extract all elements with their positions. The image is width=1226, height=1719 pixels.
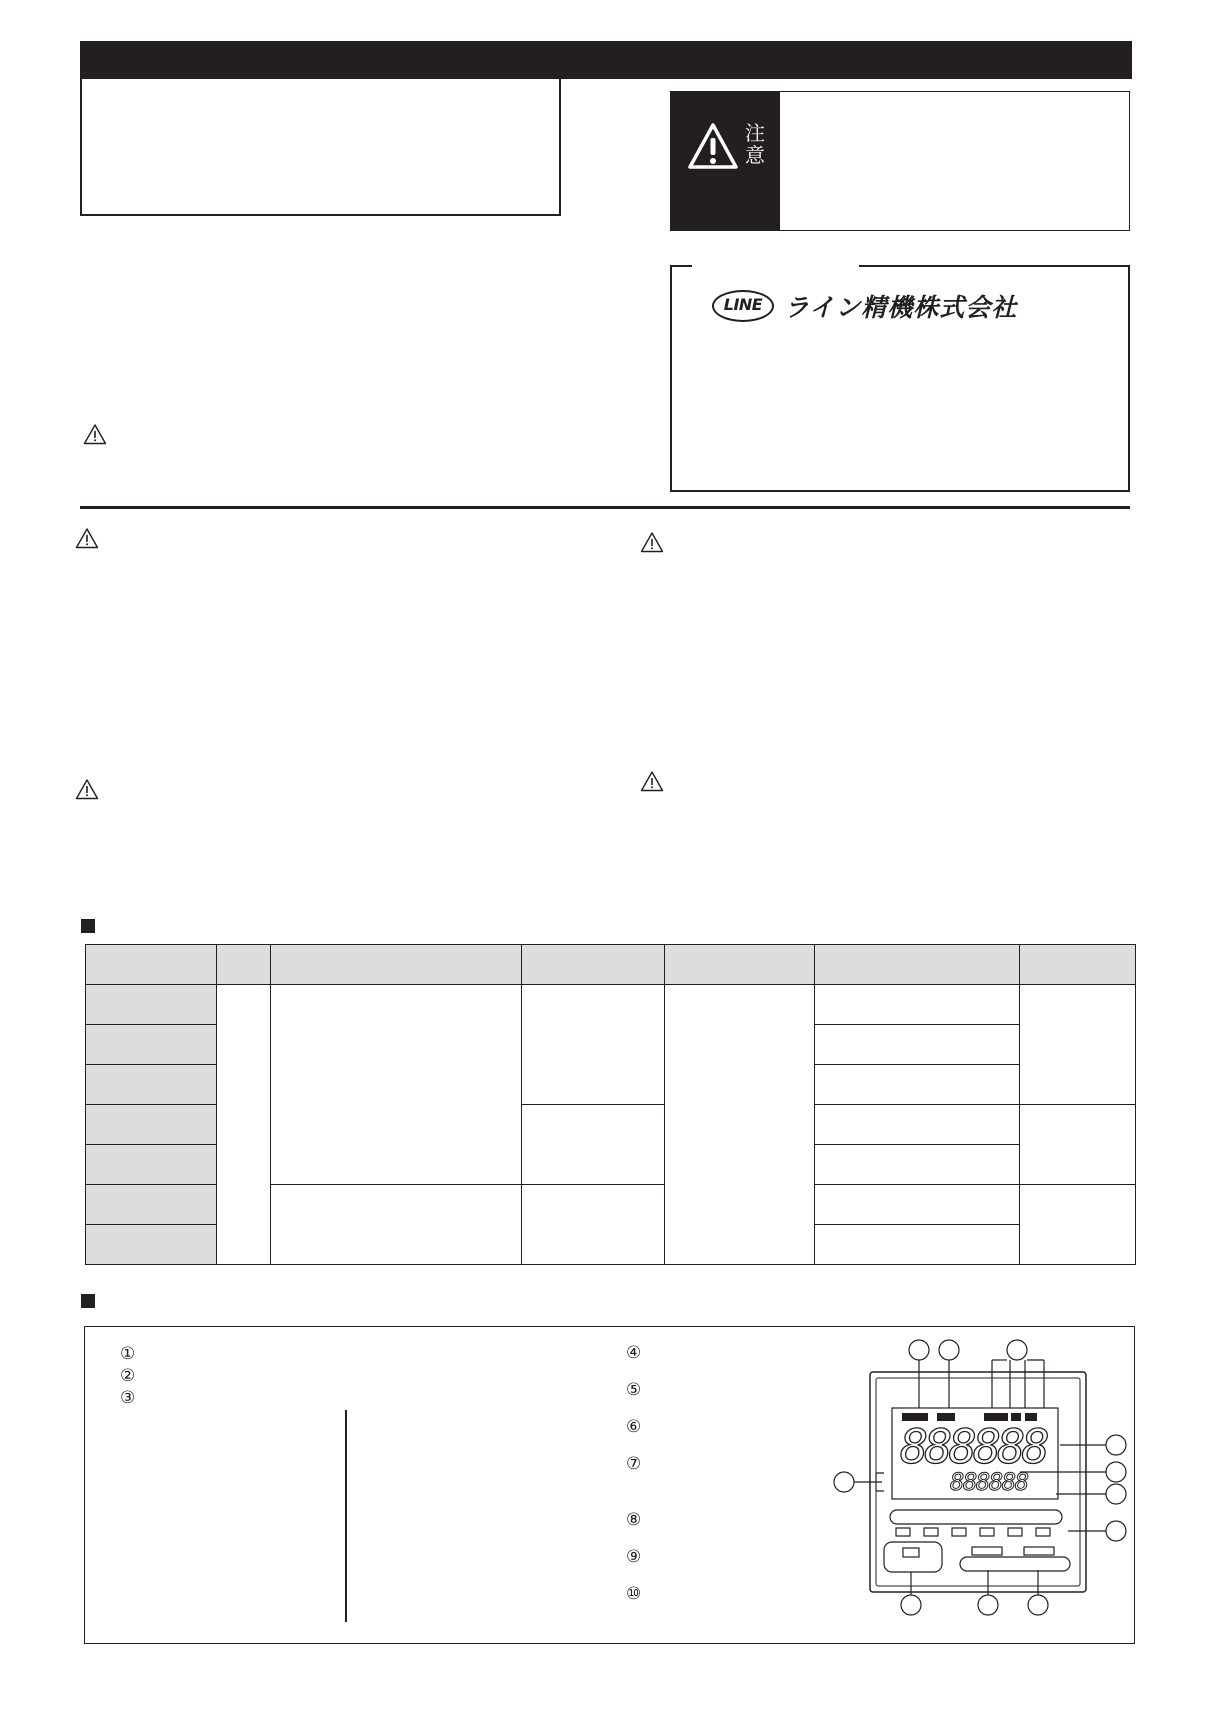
table-header-cell bbox=[665, 945, 815, 985]
table-header-cell bbox=[1020, 945, 1136, 985]
table-cell bbox=[815, 985, 1020, 1025]
logo-mark: LINE bbox=[712, 290, 774, 322]
table-header-cell bbox=[217, 945, 271, 985]
part-number: ③ bbox=[120, 1388, 136, 1408]
part-number: ⑦ bbox=[626, 1454, 642, 1474]
warning-triangle-icon bbox=[75, 527, 99, 549]
indicator-led bbox=[924, 1528, 938, 1536]
company-box-gap bbox=[692, 263, 859, 269]
table-cell bbox=[522, 1105, 665, 1185]
callout-circle bbox=[978, 1595, 998, 1615]
warning-triangle-icon bbox=[83, 423, 107, 445]
up-key bbox=[972, 1547, 1002, 1555]
table-cell bbox=[217, 985, 271, 1265]
table-header-row bbox=[86, 945, 1136, 985]
key-bar bbox=[960, 1557, 1070, 1571]
callout-circle bbox=[901, 1595, 921, 1615]
callout-circle bbox=[909, 1340, 929, 1360]
part-number: ⑥ bbox=[626, 1417, 642, 1437]
part-number: ④ bbox=[626, 1343, 642, 1363]
part-number: ⑩ bbox=[626, 1584, 642, 1604]
down-key bbox=[1024, 1547, 1054, 1555]
callout-circle bbox=[1106, 1484, 1126, 1504]
table-cell bbox=[815, 1025, 1020, 1065]
table-cell bbox=[815, 1225, 1020, 1265]
section-rule bbox=[80, 506, 1130, 509]
table-cell bbox=[815, 1065, 1020, 1105]
status-bar bbox=[890, 1510, 1062, 1524]
part-number: ⑧ bbox=[626, 1510, 642, 1530]
part-number: ② bbox=[120, 1366, 136, 1386]
row-header-cell bbox=[86, 1145, 217, 1185]
company-box bbox=[670, 265, 1130, 492]
company-logo bbox=[712, 289, 1017, 323]
table-row bbox=[86, 985, 1136, 1025]
warning-triangle-icon bbox=[75, 778, 99, 800]
warning-triangle-icon bbox=[687, 122, 739, 170]
table-cell bbox=[1020, 985, 1136, 1105]
caution-label: 注意 bbox=[745, 121, 765, 167]
row-header-cell bbox=[86, 985, 217, 1025]
callout-circle bbox=[834, 1472, 854, 1492]
indicator-led bbox=[1008, 1528, 1022, 1536]
callout-circle bbox=[1106, 1462, 1126, 1482]
table-cell bbox=[1020, 1105, 1136, 1185]
parts-divider bbox=[345, 1410, 347, 1622]
table-header-cell bbox=[86, 945, 217, 985]
spec-table bbox=[85, 944, 1136, 1265]
indicator-led bbox=[980, 1528, 994, 1536]
table-cell bbox=[522, 985, 665, 1105]
indicator-led bbox=[896, 1528, 910, 1536]
table-cell bbox=[665, 985, 815, 1265]
table-cell bbox=[815, 1105, 1020, 1145]
table-header-cell bbox=[271, 945, 522, 985]
callout-circle bbox=[1007, 1340, 1027, 1360]
table-cell bbox=[1020, 1185, 1136, 1265]
caution-panel bbox=[670, 91, 1130, 231]
part-number: ① bbox=[120, 1344, 136, 1364]
counter-panel-diagram bbox=[820, 1330, 1130, 1630]
callout-circle bbox=[1106, 1521, 1126, 1541]
row-header-cell bbox=[86, 1025, 217, 1065]
sub-display: 888888 bbox=[950, 1468, 1028, 1496]
part-number: ⑤ bbox=[626, 1380, 642, 1400]
caution-tab bbox=[671, 92, 780, 230]
table-cell bbox=[522, 1185, 665, 1265]
table-cell bbox=[815, 1185, 1020, 1225]
table-header-cell bbox=[522, 945, 665, 985]
table-cell bbox=[271, 1185, 522, 1265]
row-header-cell bbox=[86, 1065, 217, 1105]
table-cell bbox=[815, 1145, 1020, 1185]
callout-circle bbox=[1028, 1595, 1048, 1615]
table-cell bbox=[271, 985, 522, 1185]
company-name: ライン精機株式会社 bbox=[784, 293, 1018, 322]
warning-triangle-icon bbox=[640, 770, 664, 792]
row-header-cell bbox=[86, 1185, 217, 1225]
reset-key-lamp bbox=[903, 1548, 919, 1557]
section-marker-parts bbox=[81, 1294, 95, 1308]
intro-box bbox=[80, 79, 561, 216]
warning-triangle-icon bbox=[640, 531, 664, 553]
table-header-cell bbox=[815, 945, 1020, 985]
indicator-led bbox=[952, 1528, 966, 1536]
header-bar bbox=[80, 41, 1132, 79]
callout-circle bbox=[939, 1340, 959, 1360]
main-display: 888888 bbox=[900, 1420, 1046, 1475]
part-number: ⑨ bbox=[626, 1547, 642, 1567]
row-header-cell bbox=[86, 1105, 217, 1145]
row-header-cell bbox=[86, 1225, 217, 1265]
section-marker-specs bbox=[81, 919, 95, 933]
indicator-led bbox=[1036, 1528, 1050, 1536]
callout-circle bbox=[1106, 1435, 1126, 1455]
